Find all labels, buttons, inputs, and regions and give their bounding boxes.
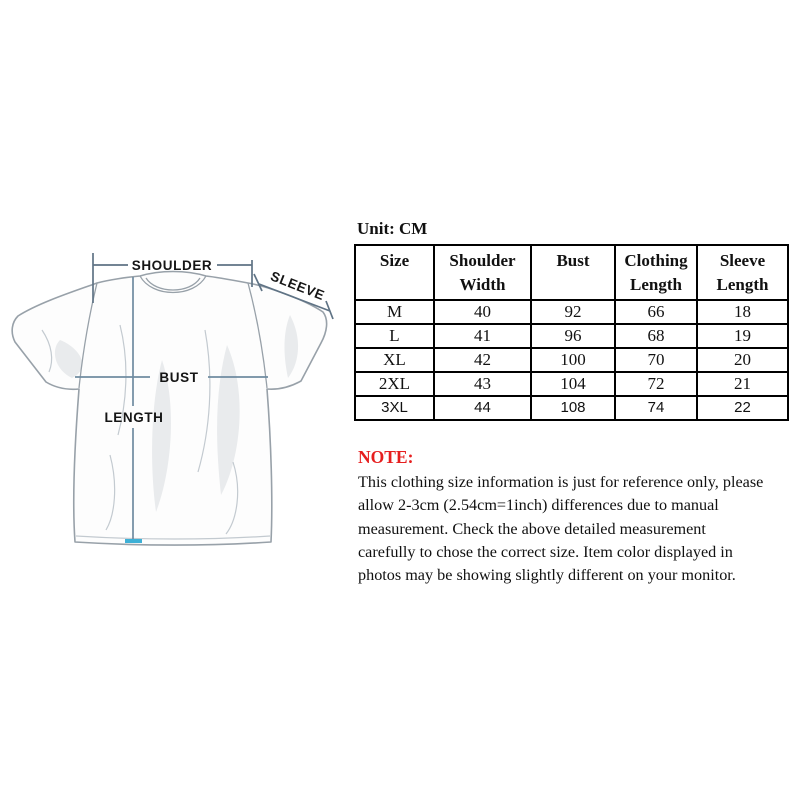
- cell-size: L: [355, 324, 434, 348]
- tshirt-drawing: [0, 230, 360, 560]
- cell-clothing-length: 66: [615, 300, 697, 324]
- cell-size: 2XL: [355, 372, 434, 396]
- cell-clothing-length: 70: [615, 348, 697, 372]
- note-section: [358, 447, 770, 587]
- cell-sleeve-length: 18: [697, 300, 788, 324]
- cell-size: M: [355, 300, 434, 324]
- table-row: [355, 348, 788, 372]
- table-row: [355, 300, 788, 324]
- cell-size: XL: [355, 348, 434, 372]
- cell-clothing-length: 74: [615, 396, 697, 420]
- size-table: [354, 244, 789, 421]
- cell-clothing-length: 68: [615, 324, 697, 348]
- cell-shoulder-width: 42: [434, 348, 531, 372]
- table-row: [355, 324, 788, 348]
- cell-shoulder-width: 43: [434, 372, 531, 396]
- note-line: This clothing size information is just for reference only, please: [358, 473, 764, 491]
- cell-clothing-length: 72: [615, 372, 697, 396]
- col-header-size: Size: [355, 245, 434, 300]
- cell-bust: 108: [531, 396, 615, 420]
- cell-bust: 100: [531, 348, 615, 372]
- table-row: [355, 372, 788, 396]
- note-line: carefully to chose the correct size. Item color displayed in: [358, 542, 733, 561]
- col-header-shoulder-width: Shoulder Width: [434, 245, 531, 300]
- cell-sleeve-length: 22: [697, 396, 788, 420]
- cell-sleeve-length: 20: [697, 348, 788, 372]
- tshirt-diagram: [0, 230, 360, 560]
- length-label: LENGTH: [104, 410, 164, 425]
- sleeve-label: SLEEVE: [268, 268, 327, 304]
- cell-size: 3XL: [355, 396, 434, 420]
- note-line: allow 2-3cm (2.54cm=1inch) differences due to manual: [358, 496, 719, 515]
- cell-shoulder-width: 41: [434, 324, 531, 348]
- note-line: measurement. Check the above detailed measurement: [358, 519, 706, 538]
- note-line: photos may be showing slightly different on your monitor.: [358, 566, 736, 585]
- table-row: [355, 396, 788, 420]
- cell-sleeve-length: 19: [697, 324, 788, 348]
- col-header-bust: Bust: [531, 245, 615, 300]
- col-header-clothing-length: Clothing Length: [615, 245, 697, 300]
- table-header-row: [355, 245, 788, 300]
- shoulder-label: SHOULDER: [131, 258, 213, 273]
- note-heading: NOTE:: [358, 447, 414, 467]
- cell-shoulder-width: 40: [434, 300, 531, 324]
- cell-sleeve-length: 21: [697, 372, 788, 396]
- cell-bust: 96: [531, 324, 615, 348]
- cell-bust: 92: [531, 300, 615, 324]
- cell-bust: 104: [531, 372, 615, 396]
- cell-shoulder-width: 44: [434, 396, 531, 420]
- unit-label: Unit: CM: [357, 219, 428, 238]
- bust-label: BUST: [159, 370, 199, 385]
- col-header-sleeve-length: Sleeve Length: [697, 245, 788, 300]
